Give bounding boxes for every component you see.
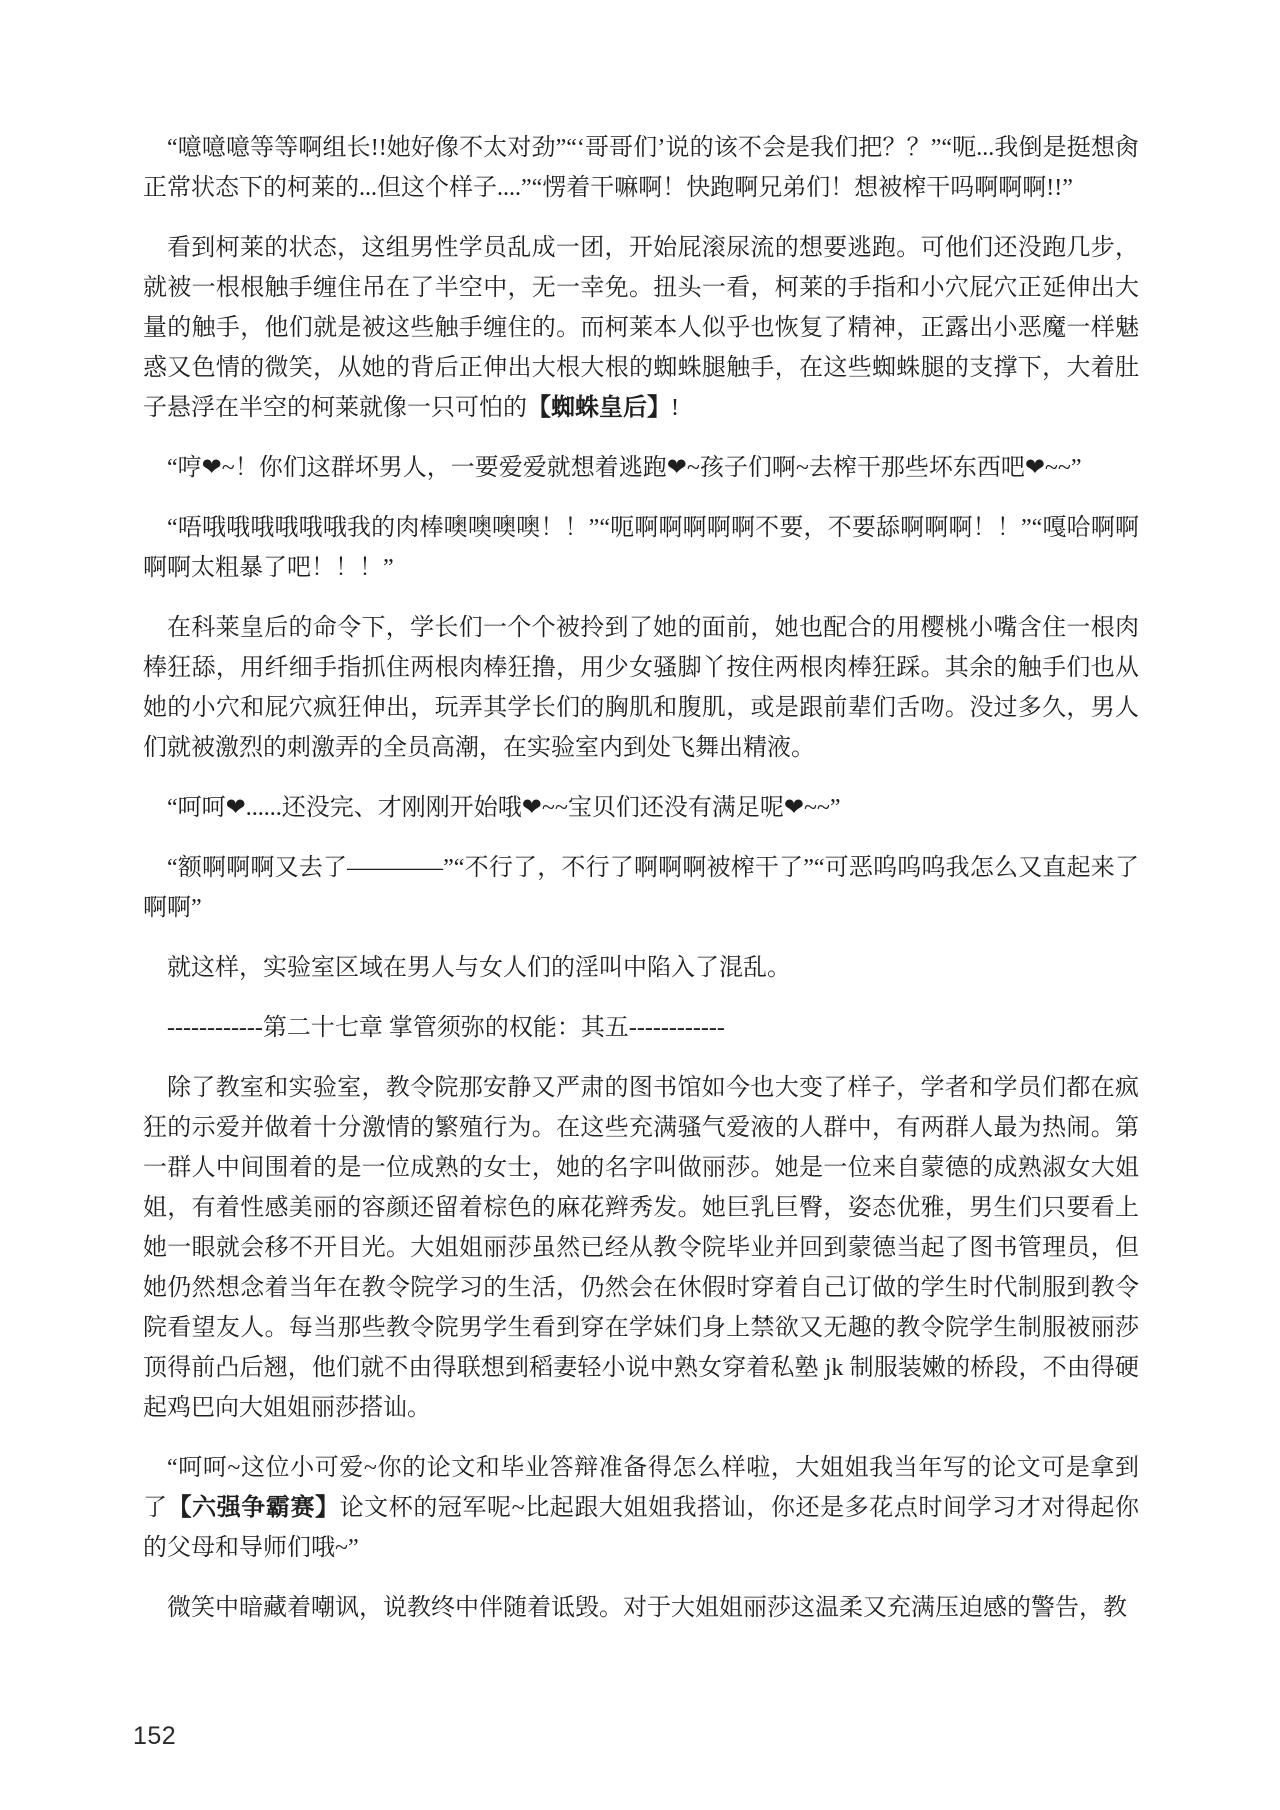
paragraph [143,508,1139,588]
bold-term: 【蜘蛛皇后】 [527,395,671,421]
chapter-heading [143,1008,1139,1048]
text-segment: “额啊啊啊又去了————”“不行了，不行了啊啊啊被榨干了”“可恶呜呜呜我怎么又直起来了啊啊” [143,855,1139,921]
text-segment: 论文杯的冠军呢~比起跟大姐姐我搭讪，你还是多花点时间学习才对得起你的父母和导师们哦~” [143,1495,1140,1561]
text-segment: ! [671,395,679,421]
paragraph [143,1448,1139,1568]
paragraph [143,1068,1139,1428]
text-segment: “呵呵❤......还没完、才刚刚开始哦❤~~宝贝们还没有满足呢❤~~” [167,795,841,821]
text-segment: 在科莱皇后的命令下，学长们一个个被拎到了她的面前，她也配合的用樱桃小嘴含住一根肉棒狂舔，用纤细手指抓住两根肉棒狂撸，用少女骚脚丫按住两根肉棒狂踩。其余的触手们也从她的小穴和屁穴疯狂伸出，玩弄其学长们的胸肌和腹肌，或是跟前辈们舌吻。没过多久，男人们就被激烈的刺激弄的全员高潮，在实验室内到处飞舞出精液。 [143,615,1139,761]
bold-term: 【六强争霸赛】 [167,1495,340,1521]
paragraph [143,608,1139,768]
text-segment: 微笑中暗藏着嘲讽，说教终中伴随着诋毁。对于大姐姐丽莎这温柔又充满压迫感的警告，教 [167,1595,1127,1621]
text-segment: “唔哦哦哦哦哦哦我的肉棒噢噢噢噢！！”“呃啊啊啊啊啊不要，不要舔啊啊啊！！”“嘎哈啊啊啊啊太粗暴了吧！！！” [143,515,1139,581]
paragraph [143,448,1139,488]
text-segment: “噫噫噫等等啊组长!!她好像不太对劲”“‘哥哥们’说的该不会是我们把？？”“呃...我倒是挺想肏正常状态下的柯莱的...但这个样子....”“愣着干嘛啊！快跑啊兄弟们！想被榨干吗啊啊啊!!” [143,135,1139,201]
document-body [143,128,1139,1648]
paragraph [143,948,1139,988]
paragraph [143,788,1139,828]
text-segment: “呵呵~这位小可爱~你的论文和毕业答辩准备得怎么样啦，大姐姐我当年写的论文可是拿到了 [143,1455,1139,1521]
text-segment: 就这样，实验室区域在男人与女人们的淫叫中陷入了混乱。 [167,955,791,981]
text-segment: “哼❤~！你们这群坏男人，一要爱爱就想着逃跑❤~孩子们啊~去榨干那些坏东西吧❤~~” [167,455,1082,481]
text-segment: ------------第二十七章 掌管须弥的权能：其五------------ [167,1015,725,1041]
page-number: 152 [133,1722,177,1750]
paragraph [143,228,1139,428]
paragraph [143,848,1139,928]
text-segment: 看到柯莱的状态，这组男性学员乱成一团，开始屁滚尿流的想要逃跑。可他们还没跑几步，就被一根根触手缠住吊在了半空中，无一幸免。扭头一看，柯莱的手指和小穴屁穴正延伸出大量的触手，他们就是被这些触手缠住的。而柯莱本人似乎也恢复了精神，正露出小恶魔一样魅惑又色情的微笑，从她的背后正伸出大根大根的蜘蛛腿触手，在这些蜘蛛腿的支撑下，大着肚子悬浮在半空的柯莱就像一只可怕的 [143,235,1139,421]
paragraph [143,1588,1139,1628]
paragraph [143,128,1139,208]
text-segment: 除了教室和实验室，教令院那安静又严肃的图书馆如今也大变了样子，学者和学员们都在疯狂的示爱并做着十分激情的繁殖行为。在这些充满骚气爱液的人群中，有两群人最为热闹。第一群人中间围着的是一位成熟的女士，她的名字叫做丽莎。她是一位来自蒙德的成熟淑女大姐姐，有着性感美丽的容颜还留着棕色的麻花辫秀发。她巨乳巨臀，姿态优雅，男生们只要看上她一眼就会移不开目光。大姐姐丽莎虽然已经从教令院毕业并回到蒙德当起了图书管理员，但她仍然想念着当年在教令院学习的生活，仍然会在休假时穿着自己订做的学生时代制服到教令院看望友人。每当那些教令院男学生看到穿在学妹们身上禁欲又无趣的教令院学生制服被丽莎顶得前凸后翘，他们就不由得联想到稻妻轻小说中熟女穿着私塾 jk 制服装嫩的桥段，不由得硬起鸡巴向大姐姐丽莎搭讪。 [143,1075,1139,1421]
